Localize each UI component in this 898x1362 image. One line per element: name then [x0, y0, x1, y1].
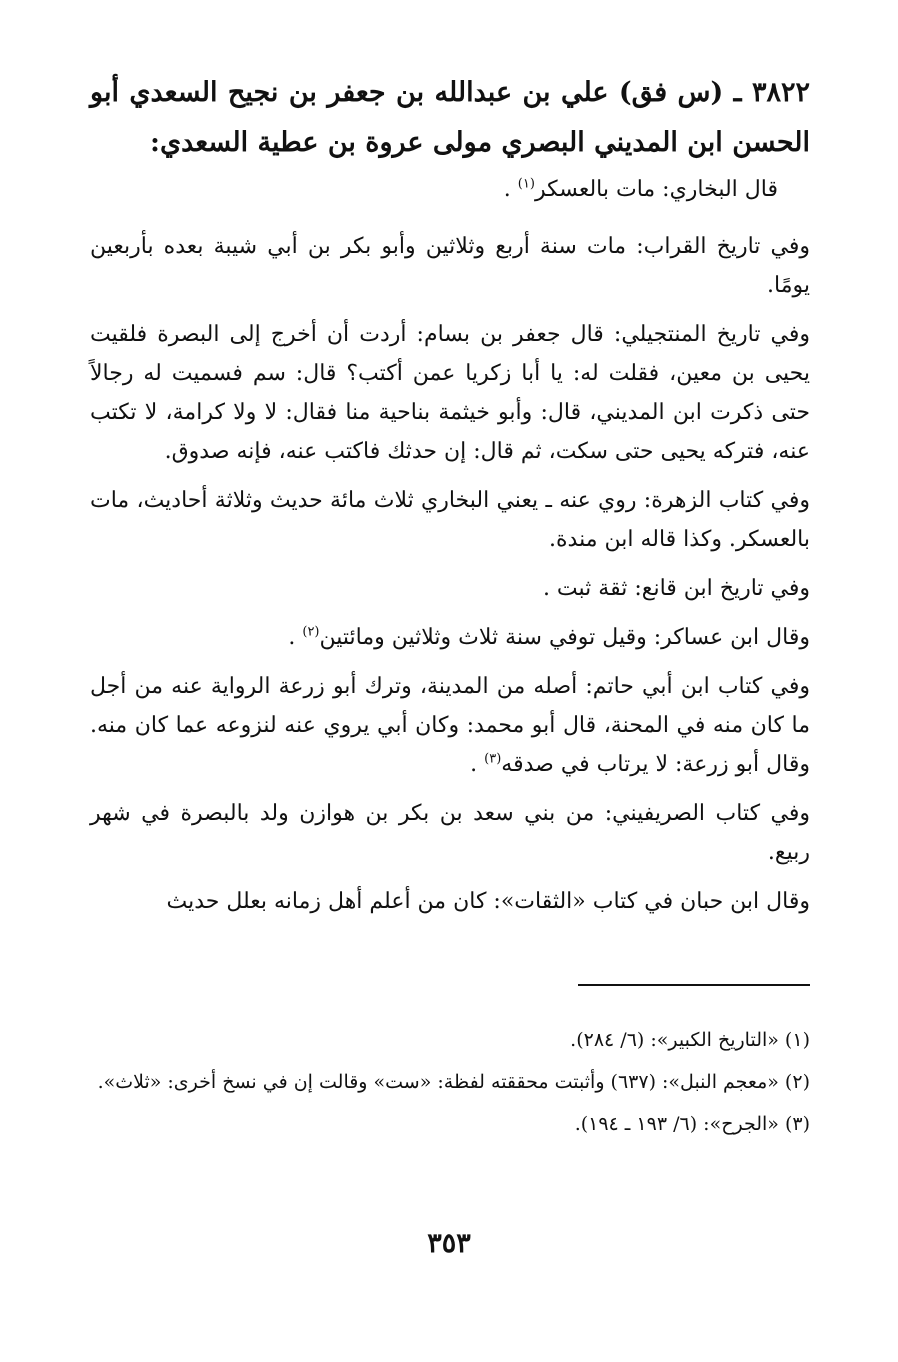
paragraph-text: وفي تاريخ ابن قانع: ثقة ثبت . — [542, 576, 810, 601]
paragraph-text: قال البخاري: مات بالعسكر — [534, 177, 778, 202]
paragraph — [90, 315, 810, 471]
footnote: (١) «التاريخ الكبير»: (٦/ ٢٨٤). — [570, 1029, 810, 1051]
page-number: ٣٥٣ — [427, 1228, 471, 1259]
paragraph — [90, 170, 810, 209]
paragraph-text: وفي تاريخ القراب: مات سنة أربع وثلاثين وأبو بكر بن أبي شيبة بعده بأربعين يومًا. — [90, 234, 810, 298]
paragraph-text: وقال ابن عساكر: وقيل توفي سنة ثلاث وثلاثين ومائتين — [319, 625, 810, 650]
paragraph-tail: . — [470, 752, 485, 777]
footnote-divider — [578, 984, 810, 986]
paragraph-tail: . — [503, 177, 518, 202]
paragraph — [90, 618, 810, 657]
paragraph-text: وفي كتاب الزهرة: روي عنه ـ يعني البخاري ثلاث مائة حديث وثلاثة أحاديث، مات بالعسكر. وكذا قاله ابن مندة. — [90, 488, 810, 552]
paragraph-text: وفي كتاب ابن أبي حاتم: أصله من المدينة، وترك أبو زرعة الرواية عنه من أجل ما كان منه في المحنة، قال أبو محمد: وكان أبي يروي عنه لنزوعه عما كان منه. وقال أبو زرعة: لا يرتاب في صدقه — [90, 674, 810, 777]
footnote-ref: (١) — [517, 176, 535, 192]
paragraph — [90, 227, 810, 305]
footnote: (٣) «الجرح»: (٦/ ١٩٣ ـ ١٩٤). — [574, 1113, 810, 1135]
footnote: (٢) «معجم النبل»: (٦٣٧) وأثبتت محققته لفظة: «ست» وقالت إن في نسخ أخرى: «ثلاث». — [97, 1071, 810, 1093]
paragraph — [90, 882, 810, 921]
paragraph-text: وقال ابن حبان في كتاب «الثقات»: كان من أعلم أهل زمانه بعلل حديث — [166, 889, 810, 914]
paragraph-tail: . — [288, 625, 303, 650]
paragraph — [90, 667, 810, 784]
footnotes — [90, 1022, 810, 1148]
paragraph-text: وفي كتاب الصريفيني: من بني سعد بن بكر بن هوازن ولد بالبصرة في شهر ربيع. — [90, 801, 810, 865]
paragraph — [90, 569, 810, 608]
paragraph — [90, 794, 810, 872]
paragraph — [90, 481, 810, 559]
main-text — [90, 68, 810, 931]
footnote-ref: (٢) — [302, 624, 320, 640]
paragraph-text: وفي تاريخ المنتجيلي: قال جعفر بن بسام: أردت أن أخرج إلى البصرة فلقيت يحيى بن معين، فقلت له: يا أبا زكريا عمن أكتب؟ قال: سم فسميت له رجالاً حتى ذكرت ابن المديني، قال: وأبو خيثمة بناحية منا فقال: لا ولا كرامة، لا تكتب عنه، فتركه يحيى حتى سكت، ثم قال: إن حدثك فاكتب عنه، فإنه صدوق. — [90, 322, 810, 464]
footnote-ref: (٣) — [484, 751, 502, 767]
entry-heading: ٣٨٢٢ ـ (س فق) علي بن عبدالله بن جعفر بن نجيح السعدي أبو الحسن ابن المديني البصري مولى عروة بن عطية السعدي: — [90, 77, 810, 158]
